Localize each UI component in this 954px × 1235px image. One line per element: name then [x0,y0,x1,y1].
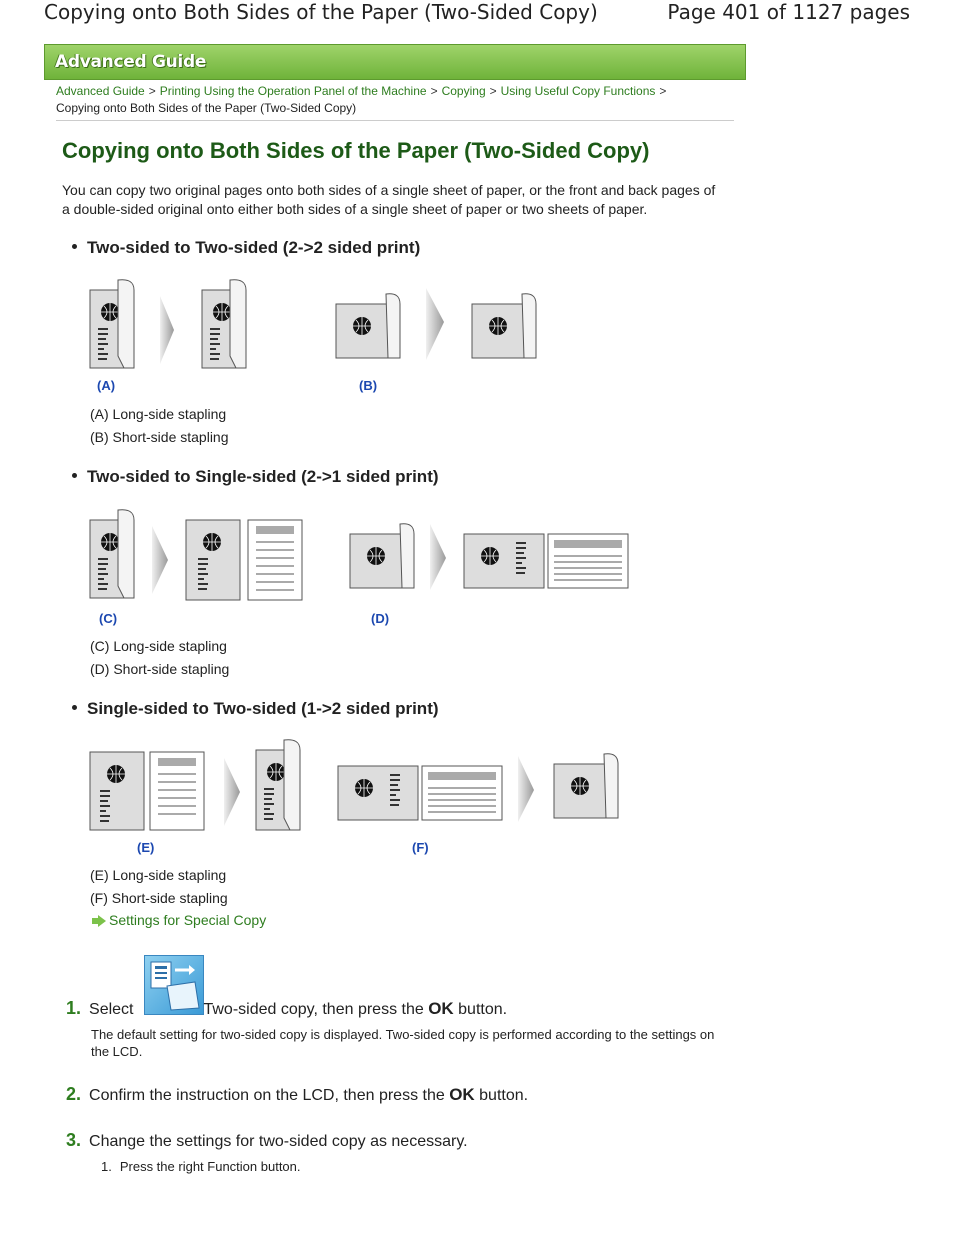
banner-label: Advanced Guide [55,52,207,72]
step-1: 1. Select Two-sided copy, then press the OK button. [66,998,508,1018]
figure-label-b: (B) [359,378,378,393]
caption-c: (C) Long-side stapling [90,638,227,654]
figure-label-e: (E) [137,840,155,855]
page-title: Copying onto Both Sides of the Paper (Two-Sided Copy) [62,138,650,163]
page-header-title: Copying onto Both Sides of the Paper (Two-Sided Copy) [44,0,598,24]
breadcrumb-current: Copying onto Both Sides of the Paper (Two-Sided Copy) [56,101,357,115]
caption-d: (D) Short-side stapling [90,661,230,677]
step-2: 2. Confirm the instruction on the LCD, then press the OK button. [66,1084,529,1104]
arrow-right-icon [98,915,106,927]
section-heading-1to2: Single-sided to Two-sided (1->2 sided print) [72,699,439,719]
figure-label-a: (A) [97,378,116,393]
step-1-note: The default setting for two-sided copy is displayed. Two-sided copy is performed according to the settings on the LCD. [91,1027,715,1059]
substep-1: 1. Press the right Function button. [101,1159,301,1174]
breadcrumb-copying[interactable]: Copying [441,84,486,98]
ok-button-label: OK [449,1085,475,1104]
diagram-1to2 [88,736,623,836]
caption-b: (B) Short-side stapling [90,429,229,445]
caption-a: (A) Long-side stapling [90,406,227,422]
diagram-2to2 [88,276,548,376]
breadcrumb-useful-copy-functions[interactable]: Using Useful Copy Functions [500,84,656,98]
step-3: 3. Change the settings for two-sided copy as necessary. [66,1130,468,1150]
breadcrumb-printing-operation-panel[interactable]: Printing Using the Operation Panel of the Machine [159,84,427,98]
section-heading-2to2: Two-sided to Two-sided (2->2 sided print) [72,238,420,258]
intro-text: You can copy two original pages onto both sides of a single sheet of paper, or the front and back pages of a double-sided original onto either both sides of a single sheet of paper or two sheets of paper. [62,182,716,217]
breadcrumb-advanced-guide[interactable]: Advanced Guide [56,84,145,98]
ok-button-label: OK [428,999,454,1018]
section-heading-2to1: Two-sided to Single-sided (2->1 sided print) [72,467,439,487]
figure-label-c: (C) [99,611,118,626]
page-number: Page 401 of 1127 pages [667,0,910,24]
advanced-guide-banner [44,44,746,80]
caption-e: (E) Long-side stapling [90,867,227,883]
divider [56,120,734,121]
caption-f: (F) Short-side stapling [90,890,228,906]
breadcrumb: Advanced Guide > Printing Using the Operation Panel of the Machine > Copying > Using Useful Copy Functions > Copying onto Both Sides of the Paper (Two-Sided Copy) [56,84,667,115]
figure-label-d: (D) [371,611,390,626]
settings-special-copy-link[interactable]: Settings for Special Copy [88,912,266,928]
diagram-2to1 [88,504,633,604]
figure-label-f: (F) [412,840,429,855]
